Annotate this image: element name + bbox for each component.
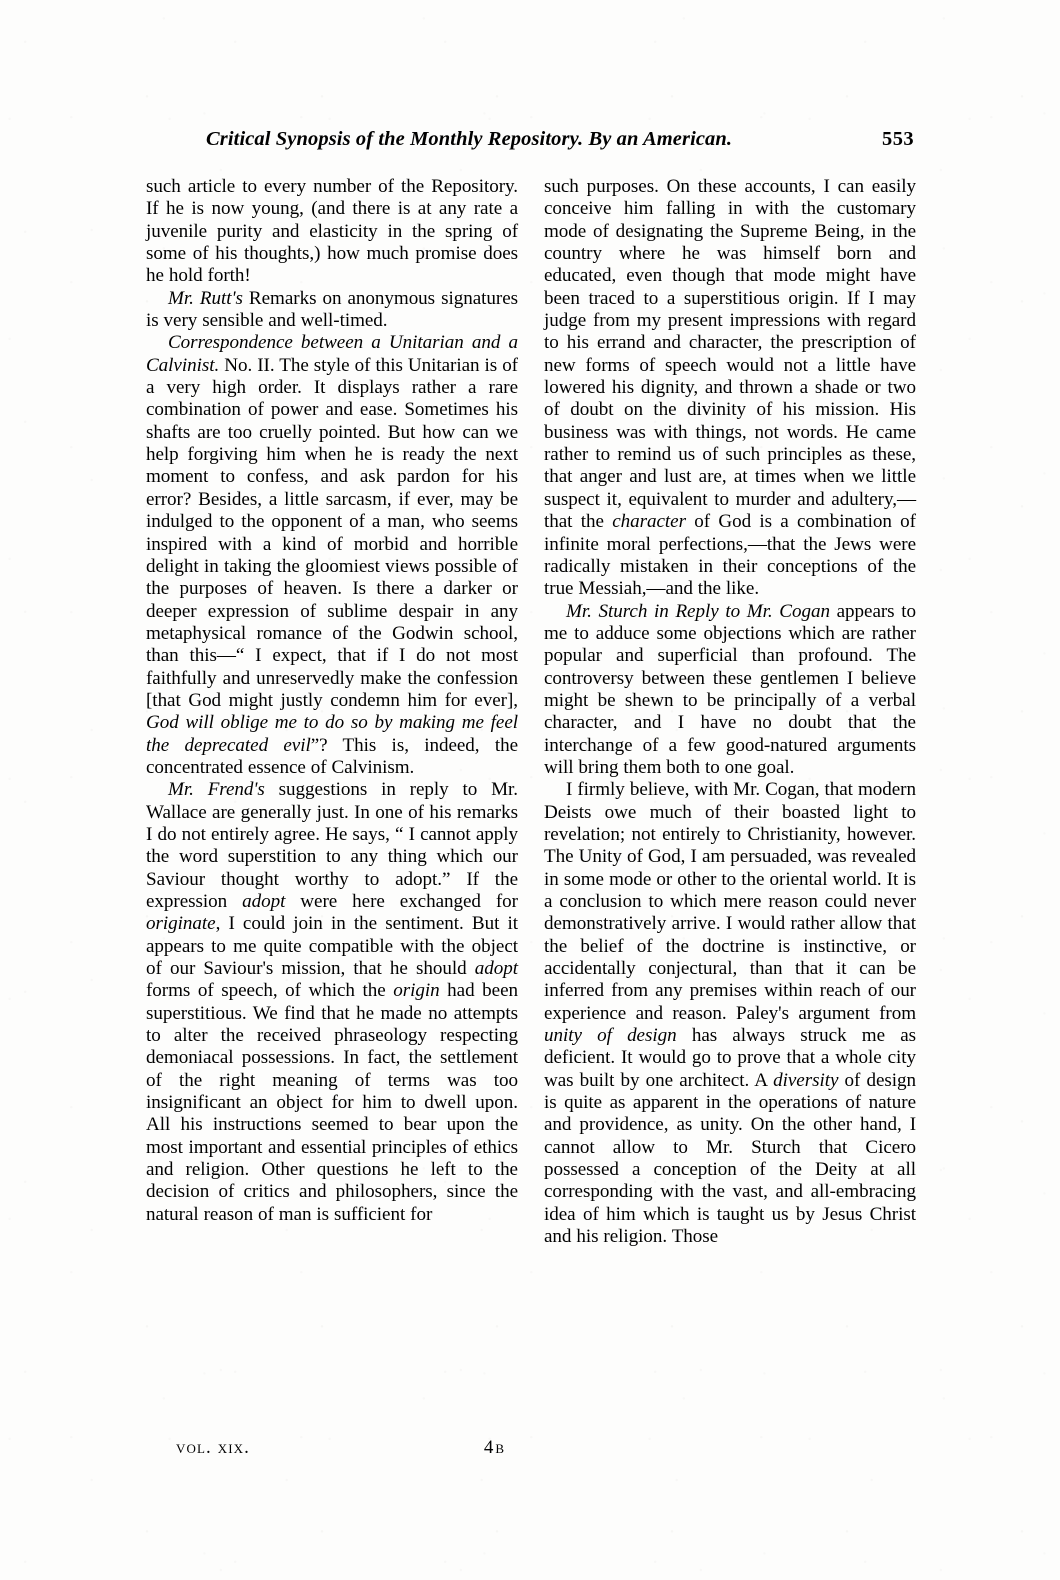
volume-mark: vol. xix. — [176, 1437, 250, 1458]
signature-mark — [484, 1437, 506, 1459]
paragraph-mr-rutt: Mr. Rutt's Remarks on anonymous signatures is very sensible and well-timed. — [146, 287, 518, 332]
right-column — [544, 176, 916, 1249]
paragraph-correspondence-unitarian-calvinist: Correspondence between a Unitarian and a Calvinist. No. II. The style of this Unitarian is of a very high order. It displays rather a rare combination of power and ease. Sometimes his shafts are too cruelly pointed. But how can we help forgiving him when he is ready the next moment to confess, and ask pardon for his error? Besides, a little sarcasm, if ever, may be indulged to the opponent of a man, who seems inspired with a kind of morbid and horrible delight in taking the gloomiest views possible of the purposes of heaven. Is there a darker or deeper expression of sublime despair in any metaphysical romance of the Godwin school, than this—“ I expect, that if I do not most faithfully and unreservedly make the confession [that God might justly condemn him for ever], God will oblige me to do so by making me feel the deprecated evil”? This is, indeed, the concentrated essence of Calvinism. — [146, 332, 518, 778]
signature-number: 4 — [483, 1437, 496, 1458]
page-footer — [176, 1437, 506, 1459]
paragraph-firmly-believe: I firmly believe, with Mr. Cogan, that modern Deists owe much of their boasted light to revelation; not entirely to Christianity, however. The Unity of God, I am persuaded, was revealed in some mode or other to the oriental world. It is a conclusion to which mere reason could never demonstratively arrive. I would rather allow that the belief of the doctrine is instinctive, or accidentally conjectural, than that it can be inferred from any premises within reach of our experience and reason. Paley's argument from unity of design has always struck me as deficient. It would go to prove that a whole city was built by one architect. A diversity of design is quite as apparent in the operations of nature and providence, as unity. On the other hand, I cannot allow to Mr. Sturch that Cicero possessed a conception of the Deity at all corresponding with the vast, and all-embracing idea of him which is taught us by Jesus Christ and his religion. Those — [544, 779, 916, 1248]
left-column — [146, 176, 518, 1249]
body-columns — [146, 176, 916, 1249]
paragraph-repository-promise: such article to every number of the Repository. If he is now young, (and there is at any rate a juvenile purity and elasticity in the spring of some of his thoughts,) how much promise does he hold forth! — [146, 176, 518, 287]
page-number: 553 — [882, 128, 914, 150]
signature-letter: b — [495, 1437, 506, 1458]
running-head — [146, 128, 914, 158]
running-head-title: Critical Synopsis of the Monthly Repository. By an American. — [206, 128, 733, 150]
paragraph-mr-frend: Mr. Frend's suggestions in reply to Mr. Wallace are generally just. In one of his remarks I do not entirely agree. He says, “ I cannot apply the word superstition to any thing which our Saviour thought worthy to adopt.” If the expression adopt were here exchanged for originate, I could join in the sentiment. But it appears to me quite compatible with the object of our Saviour's mission, that he should adopt forms of speech, of which the origin had been superstitious. We find that he made no attempts to alter the received phraseology respecting demoniacal possessions. In fact, the settlement of the right meaning of terms was too insignificant an object for him to dwell upon. All his instructions seemed to bear upon the most important and essential principles of ethics and religion. Other questions he left to the decision of critics and philosophers, since the natural reason of man is sufficient for — [146, 779, 518, 1225]
paragraph-such-purposes: such purposes. On these accounts, I can easily conceive him falling in with the customary mode of designating the Supreme Being, in the country where he was himself born and educated, even though that mode might have been traced to a superstitious origin. If I may judge from my present impressions with regard to his errand and character, the prescription of new forms of speech would not a little have lowered his dignity, and thrown a shade or two of doubt on the divinity of his mission. His business was with things, not words. He came rather to remind us of such principles as these, that anger and lust are, at times when we little suspect it, equivalent to murder and adultery,—that the character of God is a combination of infinite moral perfections,—that the Jews were radically mistaken in their conceptions of the true Messiah,—and the like. — [544, 176, 916, 600]
paragraph-mr-sturch-reply: Mr. Sturch in Reply to Mr. Cogan appears to me to adduce some objections which are rather popular and superficial than profound. The controversy between these gentlemen I believe might be shewn to be principally of a verbal character, and I have no doubt that the interchange of a few good-natured arguments will bring them both to one goal. — [544, 600, 916, 778]
